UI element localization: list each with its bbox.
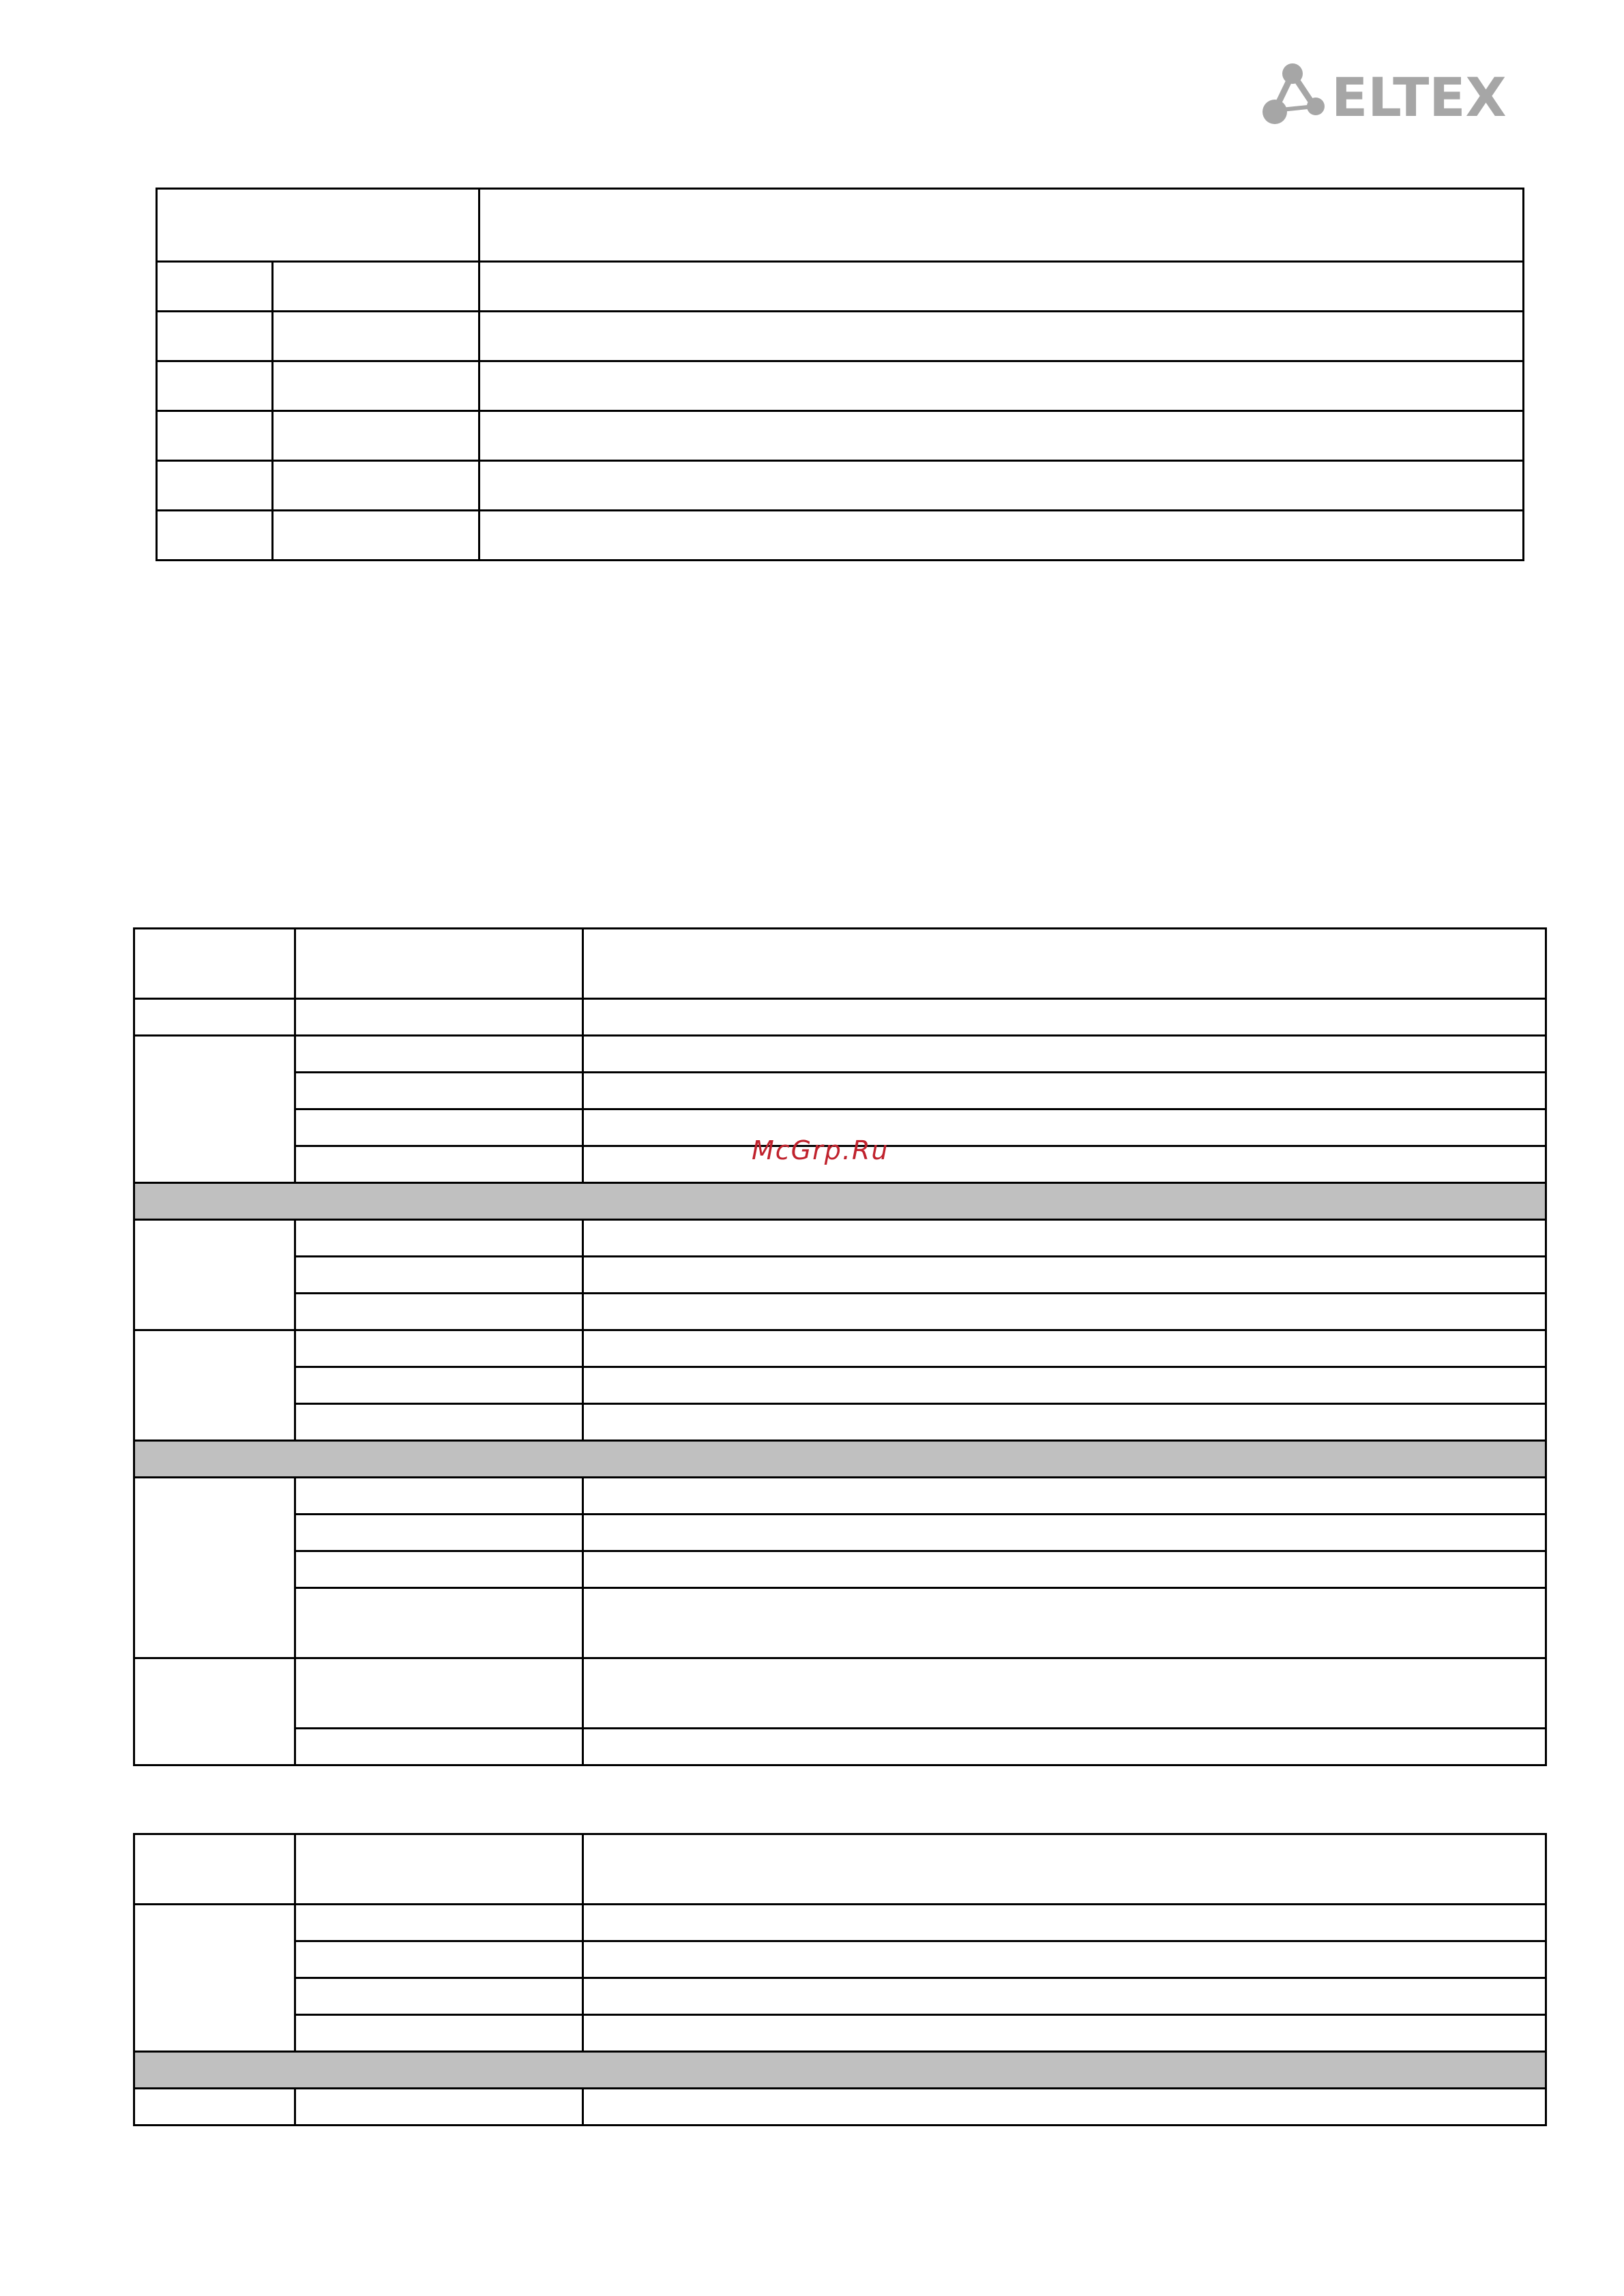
eltex-logo-text: ELTEX (1331, 68, 1507, 129)
table-row (134, 1478, 1546, 1515)
header-cell (134, 929, 295, 999)
table-cell (295, 1146, 583, 1183)
table-cell (273, 312, 479, 361)
table-cell (583, 1404, 1546, 1441)
table-row (157, 262, 1524, 312)
table-cell (273, 461, 479, 511)
table-cell (583, 1905, 1546, 1941)
section-header-cell (134, 1441, 1546, 1478)
section-row (134, 1183, 1546, 1220)
section-row (134, 2052, 1546, 2089)
table-cell (583, 1073, 1546, 1109)
table-cell (134, 2089, 295, 2126)
table-cell (479, 511, 1524, 561)
eltex-network-icon (1260, 61, 1519, 130)
eltex-logo (1260, 61, 1519, 130)
table-row (134, 1294, 1546, 1330)
table-row (157, 312, 1524, 361)
table-cell (583, 1478, 1546, 1515)
table-row (134, 1941, 1546, 1978)
header-cell (295, 929, 583, 999)
table-row (134, 1404, 1546, 1441)
table-cell (295, 1478, 583, 1515)
table-cell (479, 312, 1524, 361)
table-cell (157, 262, 273, 312)
header-cell (295, 1834, 583, 1905)
table-cell (295, 1658, 583, 1729)
table-row (134, 1729, 1546, 1765)
table-row (134, 1551, 1546, 1588)
group-cell (134, 1658, 295, 1765)
table-row (134, 1978, 1546, 2015)
table-cell (583, 1330, 1546, 1367)
table-cell (583, 1220, 1546, 1257)
table-cell (134, 999, 295, 1036)
table-cell (295, 1220, 583, 1257)
table-cell (583, 1941, 1546, 1978)
table-cell (295, 2015, 583, 2052)
table-cell (479, 262, 1524, 312)
table-cell (273, 262, 479, 312)
table-cell (295, 999, 583, 1036)
table-cell (273, 511, 479, 561)
table-row (134, 1220, 1546, 1257)
table-cell (295, 2089, 583, 2126)
table-cell (583, 1146, 1546, 1183)
group-cell (134, 1330, 295, 1441)
table-cell (583, 1658, 1546, 1729)
table-row (157, 511, 1524, 561)
table-row (134, 1658, 1546, 1729)
table-cell (583, 1515, 1546, 1551)
table-cell (479, 411, 1524, 461)
table-row (157, 361, 1524, 411)
table-row (134, 1515, 1546, 1551)
table-1 (156, 188, 1524, 561)
table-cell (273, 361, 479, 411)
header-cell (134, 1834, 295, 1905)
table-row (134, 1036, 1546, 1073)
table-cell (583, 1294, 1546, 1330)
table-cell (295, 1330, 583, 1367)
table-cell (583, 1109, 1546, 1146)
table-row (157, 411, 1524, 461)
watermark-text: McGrp.Ru (752, 1135, 889, 1165)
section-row (134, 1441, 1546, 1478)
table-cell (583, 1551, 1546, 1588)
table-cell (295, 1109, 583, 1146)
group-cell (134, 1905, 295, 2052)
table-cell (157, 511, 273, 561)
table-header-row (134, 1834, 1546, 1905)
table-row (157, 461, 1524, 511)
table-cell (295, 1294, 583, 1330)
table-row (134, 1905, 1546, 1941)
table-cell (583, 2015, 1546, 2052)
table-cell (295, 1551, 583, 1588)
table-row (134, 2015, 1546, 2052)
table-cell (583, 999, 1546, 1036)
table-cell (583, 1036, 1546, 1073)
header-cell (157, 189, 479, 262)
header-cell (583, 929, 1546, 999)
table-cell (157, 411, 273, 461)
table-header-row (157, 189, 1524, 262)
table-cell (295, 1073, 583, 1109)
section-header-cell (134, 1183, 1546, 1220)
table-cell (295, 1729, 583, 1765)
table-row (134, 2089, 1546, 2126)
header-cell (583, 1834, 1546, 1905)
header-cell (479, 189, 1524, 262)
table-cell (295, 1404, 583, 1441)
table-cell (583, 2089, 1546, 2126)
table-cell (157, 312, 273, 361)
group-cell (134, 1478, 295, 1658)
table-row (134, 1367, 1546, 1404)
table-row (134, 1257, 1546, 1294)
table-cell (295, 1515, 583, 1551)
table-cell (273, 411, 479, 461)
table-header-row (134, 929, 1546, 999)
table-cell (583, 1729, 1546, 1765)
table-cell (295, 1941, 583, 1978)
table-row (134, 999, 1546, 1036)
table-3 (133, 1833, 1547, 2126)
table-cell (583, 1978, 1546, 2015)
table-row (134, 1588, 1546, 1658)
table-cell (295, 1588, 583, 1658)
table-2 (133, 927, 1547, 1766)
table-cell (479, 461, 1524, 511)
table-cell (295, 1905, 583, 1941)
table-cell (295, 1257, 583, 1294)
table-cell (479, 361, 1524, 411)
table-cell (583, 1257, 1546, 1294)
table-cell (157, 361, 273, 411)
group-cell (134, 1036, 295, 1183)
table-cell (583, 1588, 1546, 1658)
group-cell (134, 1220, 295, 1330)
table-row (134, 1073, 1546, 1109)
table-cell (157, 461, 273, 511)
table-cell (295, 1978, 583, 2015)
table-cell (583, 1367, 1546, 1404)
section-header-cell (134, 2052, 1546, 2089)
table-cell (295, 1367, 583, 1404)
table-row (134, 1330, 1546, 1367)
table-cell (295, 1036, 583, 1073)
